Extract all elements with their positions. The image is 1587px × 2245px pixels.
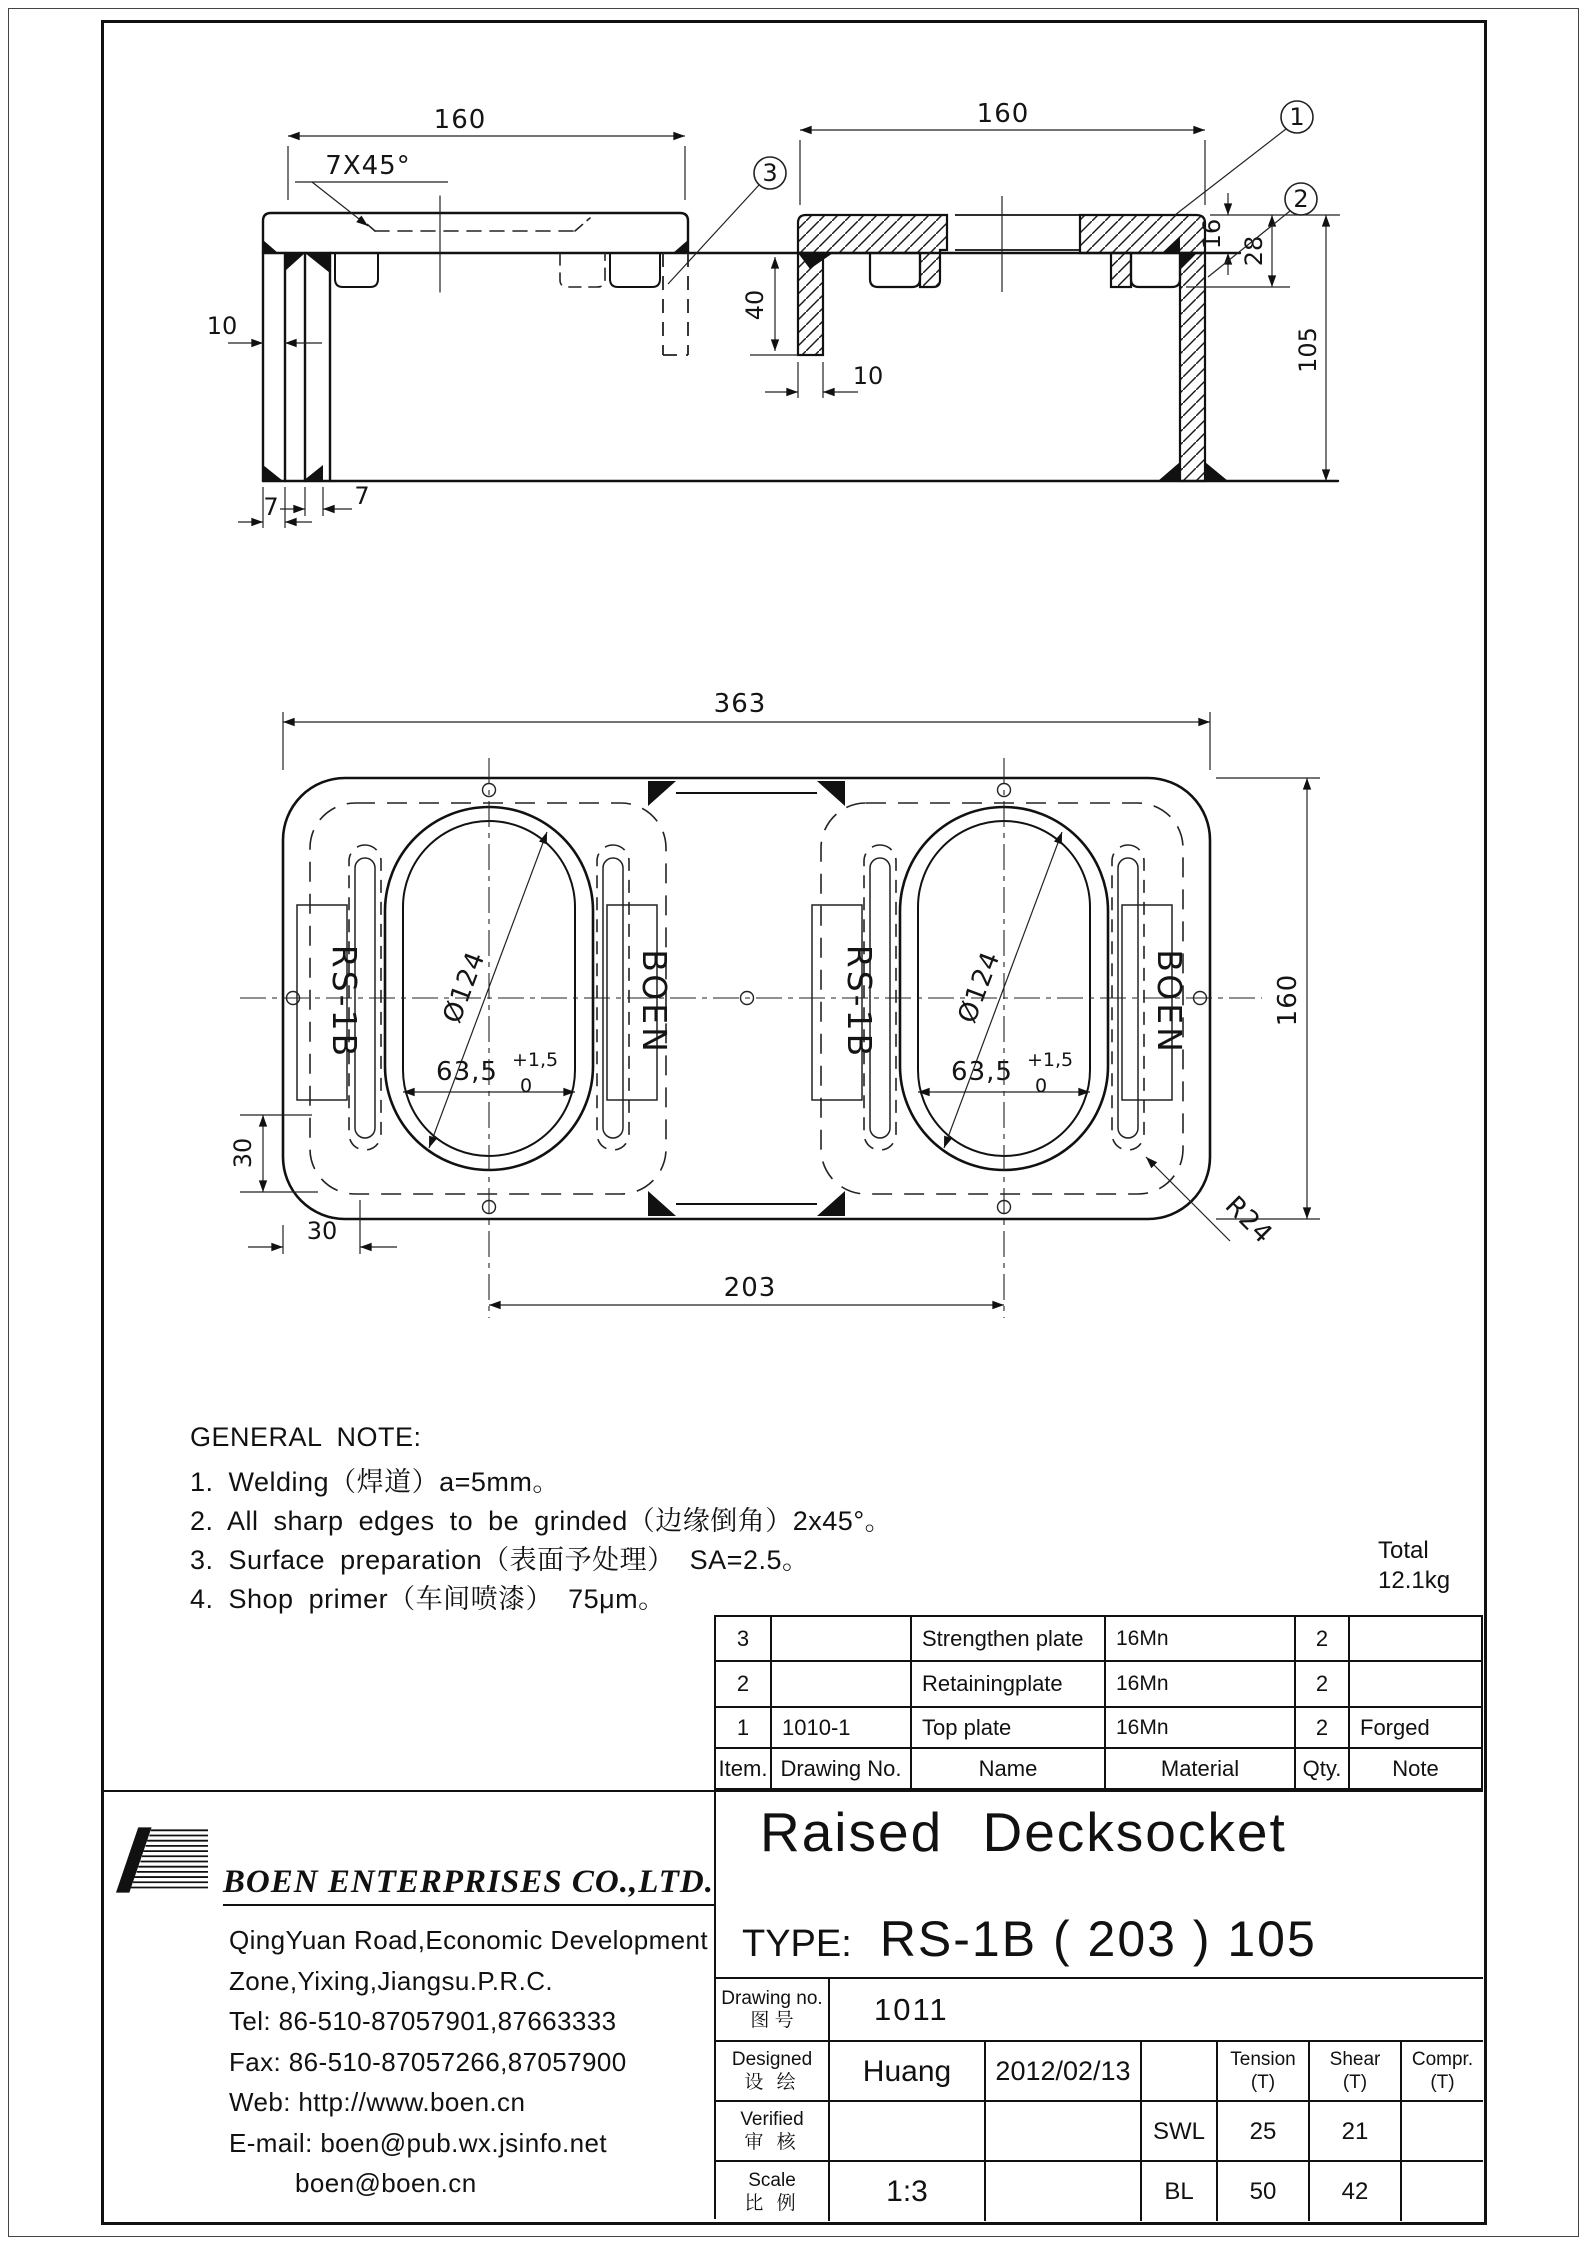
parts-cell-name: Retainingplate — [910, 1660, 1104, 1706]
parts-cell-note — [1348, 1617, 1481, 1660]
titleblock-right — [714, 1790, 1483, 2219]
drawing-no-label-en: Drawing no. — [721, 1987, 823, 2009]
shear-unit: (T) — [1342, 2072, 1368, 2093]
plan-right-socket — [812, 758, 1189, 1318]
dim-r24: R24 — [1218, 1190, 1279, 1251]
total-label: Total — [1378, 1537, 1429, 1564]
company-email-2: boen@boen.cn — [295, 2168, 477, 2198]
designed-label-cn: 设 绘 — [744, 2072, 800, 2093]
company-address-1: QingYuan Road,Economic Development — [229, 1925, 708, 1955]
bl-shear-value: 42 — [1310, 2162, 1402, 2221]
swl-tension-value: 25 — [1218, 2102, 1310, 2162]
dim-7-a: 7 — [263, 493, 279, 521]
design-date: 2012/02/13 — [986, 2042, 1142, 2102]
parts-cell-qty: 2 — [1294, 1660, 1348, 1706]
parts-cell-drawing-no — [770, 1617, 910, 1660]
parts-cell-name: Strengthen plate — [910, 1617, 1104, 1660]
total-weight — [1378, 1536, 1450, 1596]
verified-label-en: Verified — [740, 2109, 804, 2130]
type-label: TYPE: — [742, 1923, 852, 1965]
parts-header-qty: Qty. — [1294, 1747, 1348, 1788]
dim-dia124: Ø124 — [952, 947, 1007, 1028]
designer-name: Huang — [830, 2042, 986, 2102]
load-row-header-empty — [1142, 2042, 1218, 2102]
parts-cell-item: 1 — [716, 1706, 770, 1747]
bl-label: BL — [1142, 2162, 1218, 2221]
parts-table — [714, 1615, 1483, 1790]
general-note-item: 2. All sharp edges to be grinded（边缘倒角）2x45°。 — [190, 1506, 893, 1536]
verified-date-empty — [986, 2102, 1142, 2162]
company-tel: Tel: 86-510-87057901,87663333 — [229, 2006, 617, 2036]
swl-compr-empty — [1402, 2102, 1483, 2162]
parts-cell-name: Top plate — [910, 1706, 1104, 1747]
scale-label-cn: 比 例 — [744, 2192, 800, 2214]
parts-cell-qty: 2 — [1294, 1617, 1348, 1660]
drawing-title: Raised Decksocket — [760, 1801, 1287, 1863]
parts-cell-note — [1348, 1660, 1481, 1706]
drawing-no-label-cn: 图 号 — [750, 2009, 794, 2031]
verified-name-empty — [830, 2102, 986, 2162]
type-value: RS-1B ( 203 ) 105 — [879, 1911, 1317, 1967]
parts-cell-material: 16Mn — [1104, 1706, 1294, 1747]
general-note-item: 1. Welding（焊道）a=5mm。 — [190, 1467, 560, 1497]
parts-cell-drawing-no: 1010-1 — [770, 1706, 910, 1747]
company-block — [103, 1790, 714, 2219]
dim-30-vertical: 30 — [229, 1137, 257, 1169]
designed-label-en: Designed — [731, 2049, 813, 2070]
dim-40: 40 — [741, 289, 769, 321]
dim-10-left: 10 — [206, 312, 238, 340]
dim-203: 203 — [723, 1273, 777, 1303]
scale-label-en: Scale — [748, 2169, 796, 2191]
drawing-no-value: 1011 — [874, 1991, 949, 2027]
dim-160-right: 160 — [976, 99, 1030, 129]
dim-105: 105 — [1294, 327, 1322, 373]
dim-10-right: 10 — [852, 362, 884, 390]
general-note-item: 4. Shop primer（车间喷漆） 75μm。 — [190, 1584, 666, 1614]
dim-63_5: 63,5 — [951, 1057, 1013, 1087]
tol-lower: 0 — [520, 1075, 533, 1097]
company-fax: Fax: 86-510-87057266,87057900 — [229, 2046, 627, 2077]
dim-63_5: 63,5 — [436, 1057, 498, 1087]
parts-cell-material: 16Mn — [1104, 1617, 1294, 1660]
plan-left-socket — [297, 758, 674, 1318]
total-value: 12.1kg — [1378, 1567, 1451, 1594]
chamfer-label: 7X45° — [325, 151, 411, 181]
weld-wedge — [673, 240, 688, 253]
parts-cell-note: Forged — [1348, 1706, 1481, 1747]
marking-rs1b: RS-1B — [840, 944, 879, 1060]
callout-1: 1 — [1289, 103, 1305, 131]
dim-160-plan: 160 — [1273, 973, 1303, 1027]
bl-compr-empty — [1402, 2162, 1483, 2221]
parts-cell-qty: 2 — [1294, 1706, 1348, 1747]
tension-unit: (T) — [1250, 2072, 1276, 2093]
company-address-2: Zone,Yixing,Jiangsu.P.R.C. — [229, 1965, 554, 1996]
boen-logo — [113, 1814, 217, 1906]
parts-header-item: Item. — [716, 1747, 770, 1788]
bl-tension-value: 50 — [1218, 2162, 1310, 2221]
dim-dia124: Ø124 — [437, 947, 492, 1028]
tol-upper: +1,5 — [512, 1049, 559, 1071]
compr-label: Compr. — [1411, 2049, 1474, 2070]
general-note-title: GENERAL NOTE: — [190, 1422, 422, 1452]
parts-header-name: Name — [910, 1747, 1104, 1788]
scale-date-empty — [986, 2162, 1142, 2221]
dim-16: 16 — [1198, 218, 1226, 250]
section-view-right-socket — [663, 196, 1228, 481]
dim-363: 363 — [713, 689, 767, 719]
section-left-dimensions — [207, 105, 685, 528]
verified-label-cn: 审 核 — [744, 2132, 800, 2153]
general-note-item: 3. Surface preparation（表面予处理） SA=2.5。 — [190, 1545, 810, 1575]
company-web: Web: http://www.boen.cn — [229, 2087, 526, 2117]
general-note-block — [190, 1418, 1170, 1619]
parts-cell-material: 16Mn — [1104, 1660, 1294, 1706]
parts-header-drawing-no: Drawing No. — [770, 1747, 910, 1788]
dim-7-b: 7 — [354, 482, 370, 510]
section-right-dimensions — [668, 99, 1340, 481]
tension-label: Tension — [1230, 2049, 1296, 2070]
plan-view — [240, 758, 1262, 1318]
company-name: BOEN ENTERPRISES CO.,LTD. — [223, 1864, 714, 1906]
swl-label: SWL — [1142, 2102, 1218, 2162]
callout-3: 3 — [762, 159, 778, 187]
parts-cell-item: 3 — [736, 1625, 750, 1651]
dim-28: 28 — [1240, 235, 1268, 267]
company-email: E-mail: boen@pub.wx.jsinfo.net — [229, 2127, 608, 2158]
tol-lower: 0 — [1035, 1075, 1048, 1097]
dim-160-left: 160 — [433, 105, 487, 135]
parts-cell-drawing-no — [770, 1660, 910, 1706]
swl-shear-value: 21 — [1310, 2102, 1402, 2162]
dim-30-horizontal: 30 — [306, 1217, 338, 1245]
marking-boen: BOEN — [1150, 949, 1189, 1055]
scale-value: 1:3 — [830, 2162, 986, 2221]
callout-2: 2 — [1293, 185, 1309, 213]
parts-header-note: Note — [1348, 1747, 1481, 1788]
tol-upper: +1,5 — [1027, 1049, 1074, 1071]
parts-cell-item: 2 — [716, 1660, 770, 1706]
parts-header-material: Material — [1104, 1747, 1294, 1788]
shear-label: Shear — [1329, 2049, 1381, 2070]
compr-unit: (T) — [1430, 2072, 1455, 2093]
marking-boen: BOEN — [635, 949, 674, 1055]
marking-rs1b: RS-1B — [325, 944, 364, 1060]
weld-wedge — [263, 240, 278, 253]
